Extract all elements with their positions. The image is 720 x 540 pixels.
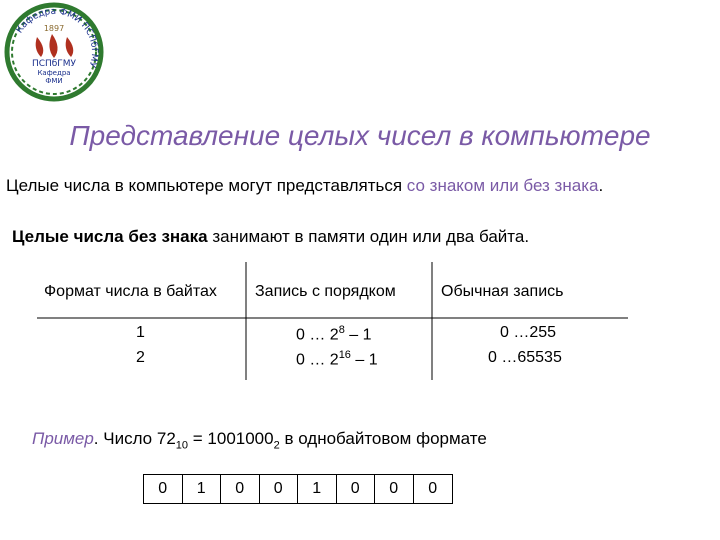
table-cell-plain-2: 0 …65535 [488,349,562,366]
byte-bit-grid [143,474,453,504]
slide-title: Представление целых чисел в компьютере [69,120,651,151]
exp-tail-1: – 1 [344,326,372,344]
table-cell-exp-1 [296,324,372,344]
table-header-plain: Обычная запись [441,283,564,300]
bit-cell: 1 [183,475,222,503]
example-text-3: в однобайтовом формате [279,429,487,448]
logo-dept-line2: ФМИ [45,77,63,85]
table-cell-plain-1: 0 …255 [500,324,557,341]
exp-tail-2: – 1 [350,351,378,369]
bit-cell: 0 [337,475,376,503]
table-cell-bytes-2: 2 [136,349,145,366]
bit-cell: 0 [260,475,299,503]
logo-year: 1897 [43,24,65,33]
exp-power-2: 16 [338,349,351,361]
logo-ring-text: Кафедра ФМИ ПСПбГМУ [14,6,100,69]
bit-cell: 1 [298,475,337,503]
logo-dept-line1: Кафедра [37,69,71,77]
table-cell-exp-2 [296,349,378,369]
bit-cell: 0 [428,480,438,497]
intro-end: . [598,176,604,195]
exp-power-1: 8 [338,324,345,336]
bit-cell: 0 [375,475,414,503]
unsigned-text: занимают в памяти один или два байта. [207,227,530,246]
exp-base-1: 0 … 2 [296,326,339,344]
bit-cell: 0 [221,475,260,503]
example-sub-1: 10 [175,439,189,452]
example-label: Пример [32,429,94,448]
exp-base-2: 0 … 2 [296,351,339,369]
unsigned-bold: Целые числа без знака [12,227,208,246]
example-sentence [32,429,487,451]
example-text-2: = 1001000 [188,429,274,448]
table-header-exp: Запись с порядком [255,283,396,300]
example-sub-2: 2 [273,439,280,452]
logo-abbr: ПСПбГМУ [31,59,77,69]
table-header-bytes: Формат числа в байтах [44,283,217,300]
bit-cell: 0 [144,475,183,503]
example-text-1: . Число 72 [93,429,176,448]
intro-highlight: со знаком или без знака [406,176,599,195]
intro-text: Целые числа в компьютере могут представляться [6,176,407,195]
table-cell-bytes-1: 1 [136,324,145,341]
